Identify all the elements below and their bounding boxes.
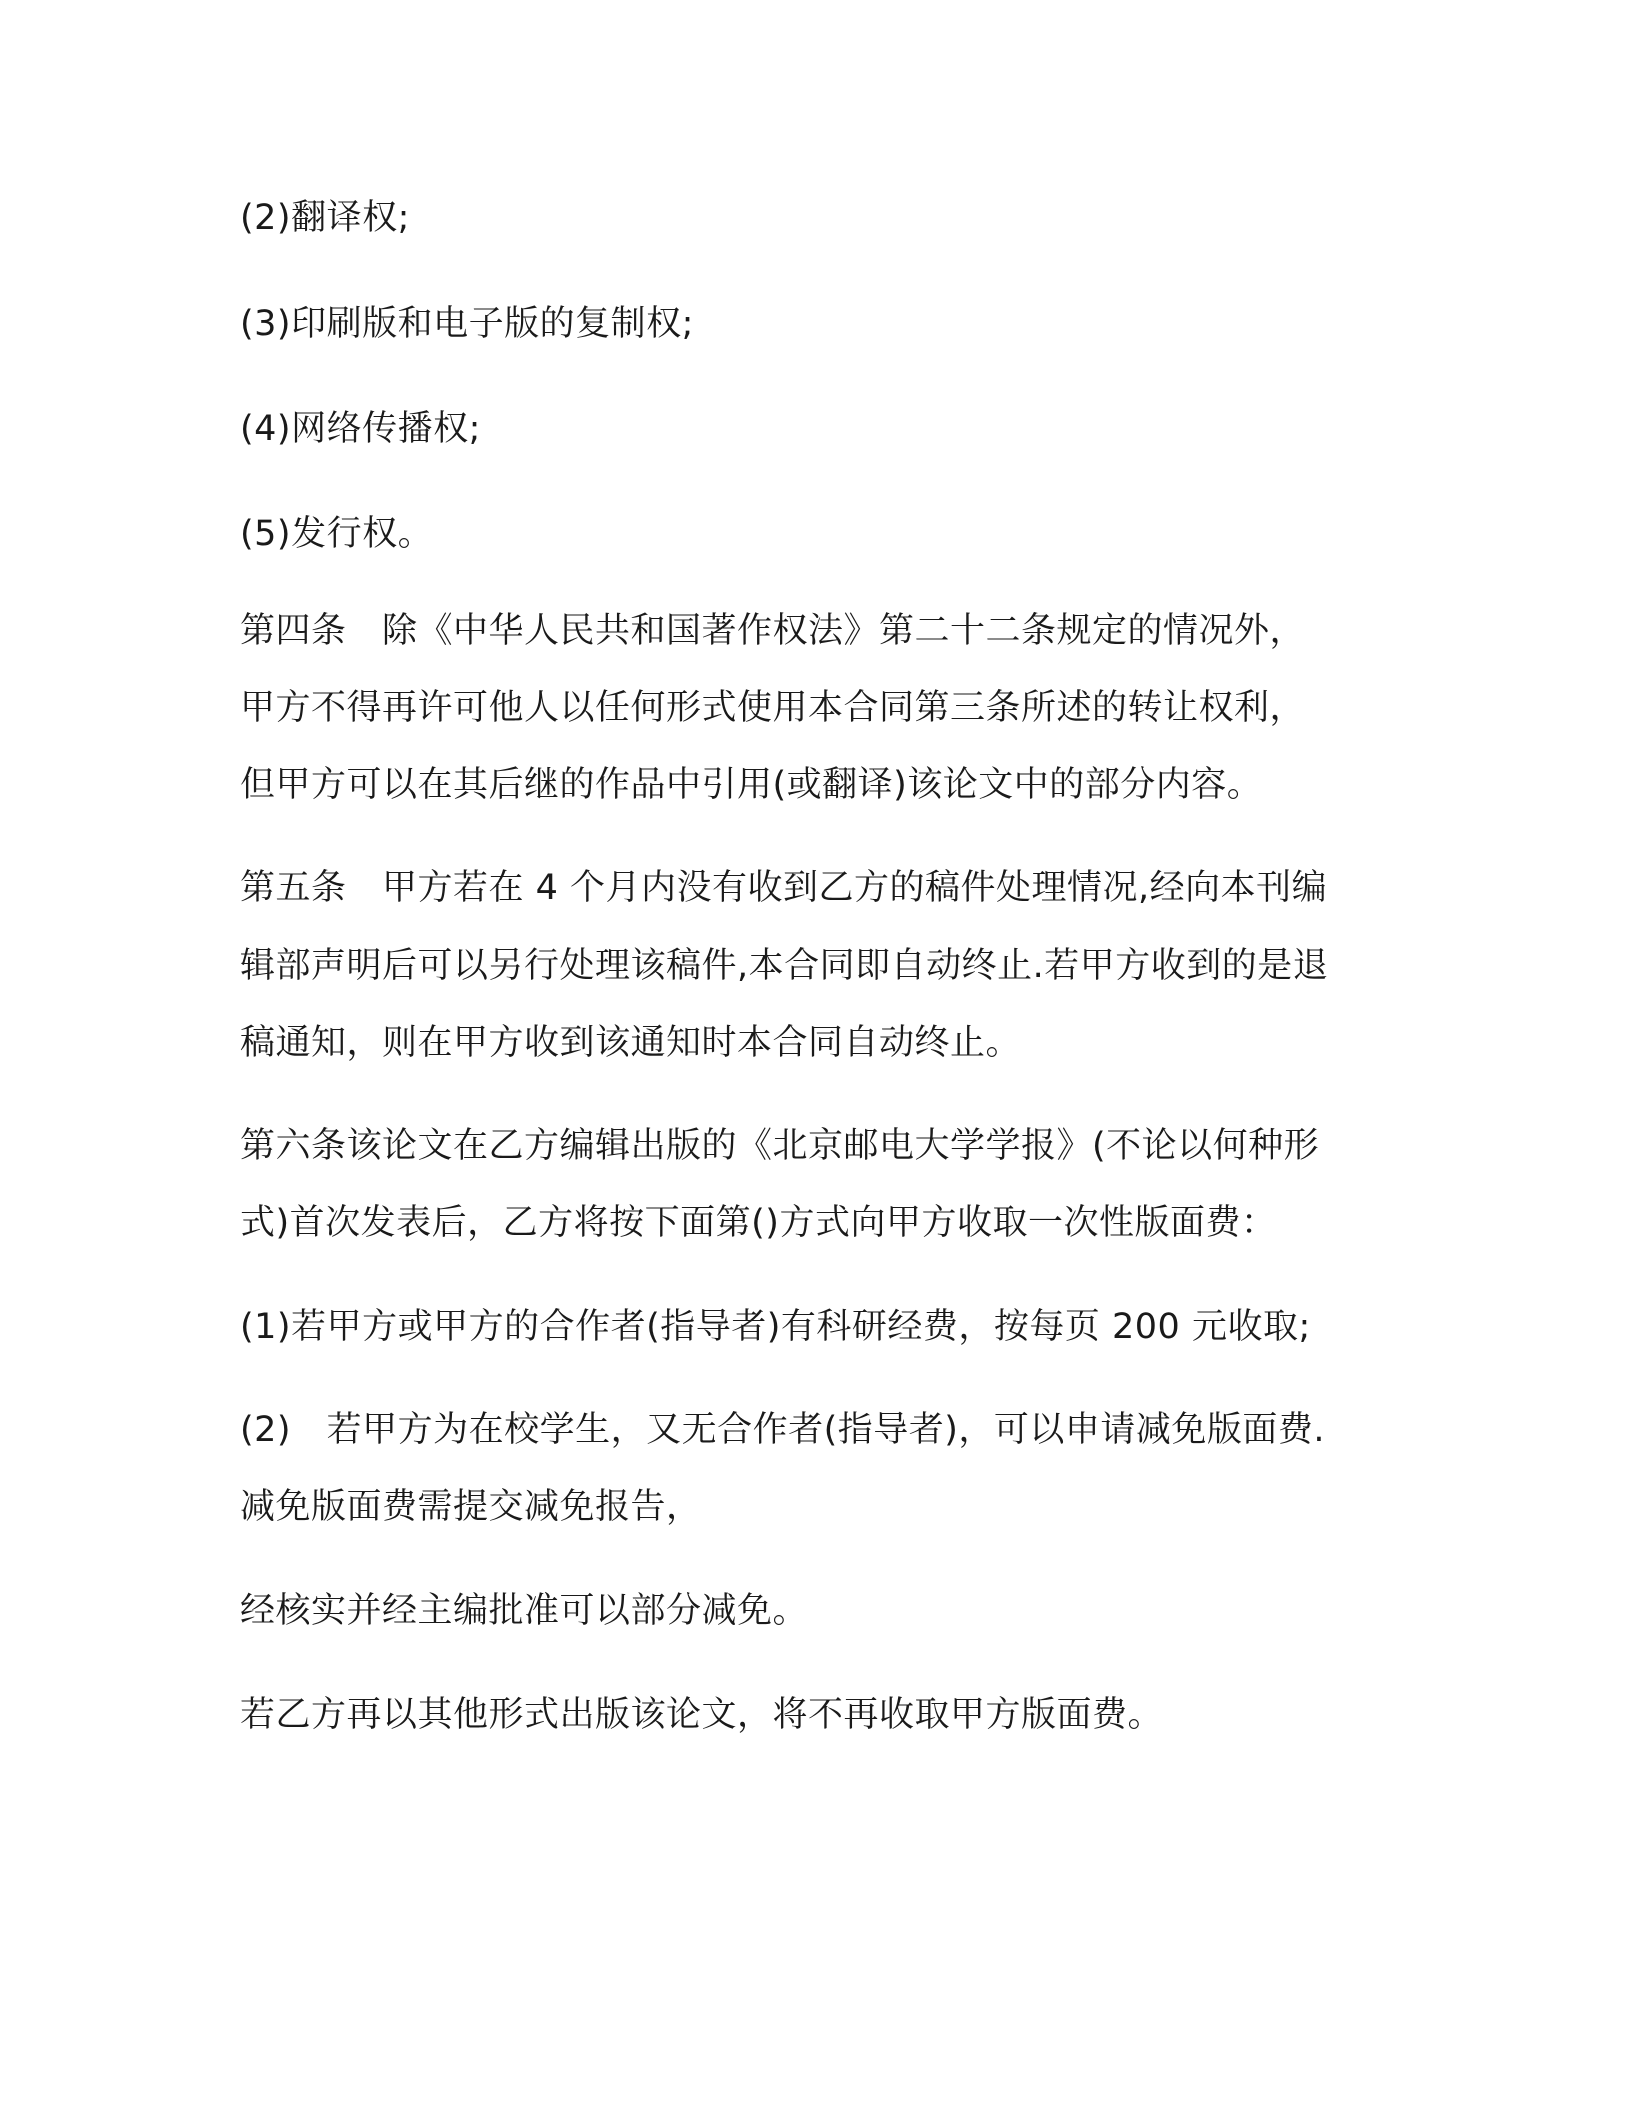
- article-4-line-3: 但甲方可以在其后继的作品中引用(或翻译)该论文中的部分内容。: [240, 765, 1263, 805]
- article-5-line-1: 第五条 甲方若在 4 个月内没有收到乙方的稿件处理情况,经向本刊编: [240, 868, 1328, 908]
- fee-option-1: (1)若甲方或甲方的合作者(指导者)有科研经费，按每页 200 元收取;: [240, 1307, 1311, 1347]
- article-4-line-1: 第四条 除《中华人民共和国著作权法》第二十二条规定的情况外，: [240, 611, 1306, 651]
- other-form-publication-note: 若乙方再以其他形式出版该论文，将不再收取甲方版面费。: [240, 1695, 1164, 1735]
- list-item-distribution-right: (5)发行权。: [240, 514, 434, 554]
- list-item-reproduction-right: (3)印刷版和电子版的复制权;: [240, 304, 694, 344]
- article-4-line-2: 甲方不得再许可他人以任何形式使用本合同第三条所述的转让权利，: [240, 688, 1306, 728]
- article-6-line-2: 式)首次发表后，乙方将按下面第()方式向甲方收取一次性版面费：: [240, 1203, 1277, 1243]
- list-item-network-right: (4)网络传播权;: [240, 409, 481, 449]
- fee-option-2-line-1: (2) 若甲方为在校学生，又无合作者(指导者)，可以申请减免版面费.: [240, 1410, 1326, 1450]
- fee-option-2-line-2: 减免版面费需提交减免报告，: [240, 1487, 702, 1527]
- article-5-line-2: 辑部声明后可以另行处理该稿件,本合同即自动终止.若甲方收到的是退: [240, 946, 1329, 986]
- article-6-line-1: 第六条该论文在乙方编辑出版的《北京邮电大学学报》(不论以何种形: [240, 1126, 1320, 1166]
- article-5-line-3: 稿通知，则在甲方收到该通知时本合同自动终止。: [240, 1023, 1022, 1063]
- list-item-translation-right: (2)翻译权;: [240, 198, 410, 238]
- fee-reduction-approval: 经核实并经主编批准可以部分减免。: [240, 1591, 809, 1631]
